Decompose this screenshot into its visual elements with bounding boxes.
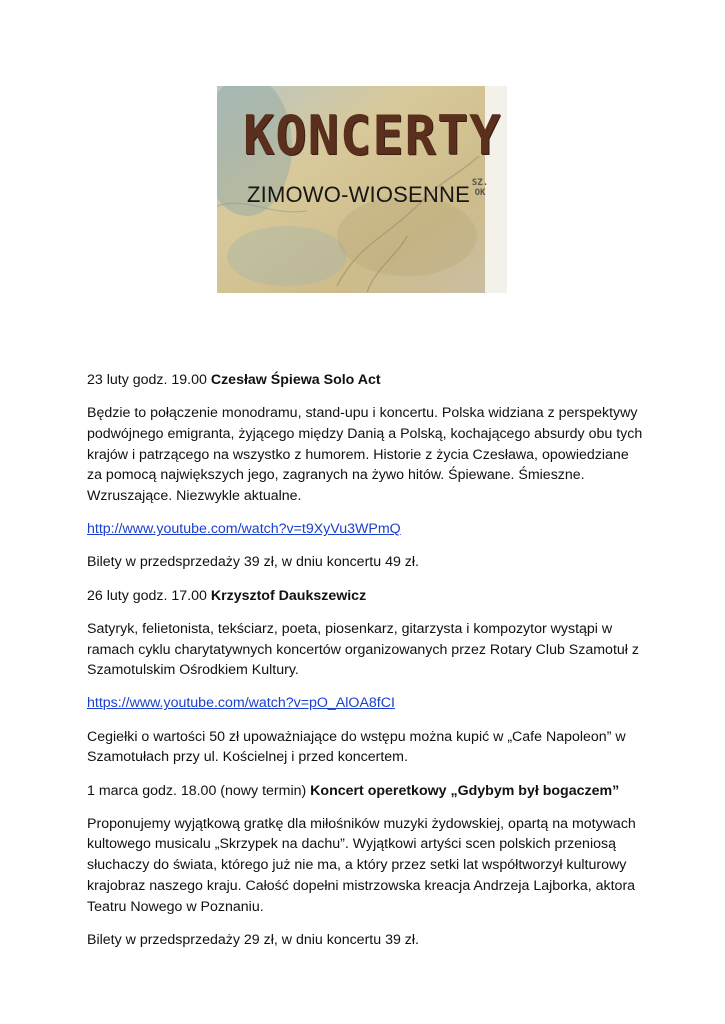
banner-subtitle: ZIMOWO-WIOSENNE bbox=[247, 182, 470, 207]
event-heading bbox=[87, 781, 647, 802]
ticket-info: Cegiełki o wartości 50 zł upoważniające do wstępu można kupić w „Cafe Napoleon” w Szamotułach przy ul. Kościelnej i przed koncertem. bbox=[87, 728, 626, 766]
event-title: Krzysztof Daukszewicz bbox=[210, 587, 367, 604]
event-title: Czesław Śpiewa Solo Act bbox=[210, 372, 381, 388]
event-description: Satyryk, felietonista, tekściarz, poeta, piosenkarz, gitarzysta i kompozytor wystąpi w ramach cyklu charytatywnych koncertów organizowanych przez Rotary Club Szamotuł z Szamotulskim Ośrodkiem Kultury. bbox=[87, 620, 639, 679]
event-description: Będzie to połączenie monodramu, stand-upu i koncertu. Polska widziana z perspektywy podwójnego emigranta, żyjącego między Danią a Polską, kochającego absurdy obu tych krajów i patrzącego na wszystko z humorem. Historie z życia Czesława, opowiedziane za pomocą największych jego, zagranych na żywo hitów. Śpiewane. Śmieszne. Wzruszające. Niezwykle aktualne. bbox=[87, 405, 643, 505]
ticket-info: Bilety w przedsprzedaży 29 zł, w dniu koncertu 39 zł. bbox=[87, 931, 419, 948]
youtube-link[interactable]: https://www.youtube.com/watch?v=pO_AlOA8fCI bbox=[87, 695, 395, 712]
event-date: 26 luty godz. 17.00 bbox=[87, 587, 211, 604]
event-date: 23 luty godz. 19.00 bbox=[87, 372, 211, 388]
event-title: Koncert operetkowy „Gdybym był bogaczem” bbox=[310, 782, 620, 799]
banner-title: KONCERTY bbox=[243, 104, 502, 168]
event-description: Proponujemy wyjątkową gratkę dla miłośników muzyki żydowskiej, opartą na motywach kultowego musicalu „Skrzypek na dachu”. Wyjątkowi artyści scen polskich przeniosą słuchaczy do świata, którego już nie ma, a który przez setki lat współtworzył kulturowy krajobraz naszego kraju. Całość dopełni mistrzowska kreacja Andrzeja Lajborka, aktora Teatru Nowego w Poznaniu. bbox=[87, 815, 636, 915]
document-body bbox=[87, 370, 647, 963]
event-heading bbox=[87, 586, 647, 607]
event-date: 1 marca godz. 18.00 (nowy termin) bbox=[87, 782, 311, 799]
concert-banner-image bbox=[217, 86, 507, 293]
event-heading bbox=[87, 370, 647, 391]
szok-logo: SZ. OK bbox=[471, 178, 489, 198]
youtube-link[interactable]: http://www.youtube.com/watch?v=t9XyVu3WPmQ bbox=[87, 521, 401, 538]
ticket-info: Bilety w przedsprzedaży 39 zł, w dniu koncertu 49 zł. bbox=[87, 554, 419, 571]
